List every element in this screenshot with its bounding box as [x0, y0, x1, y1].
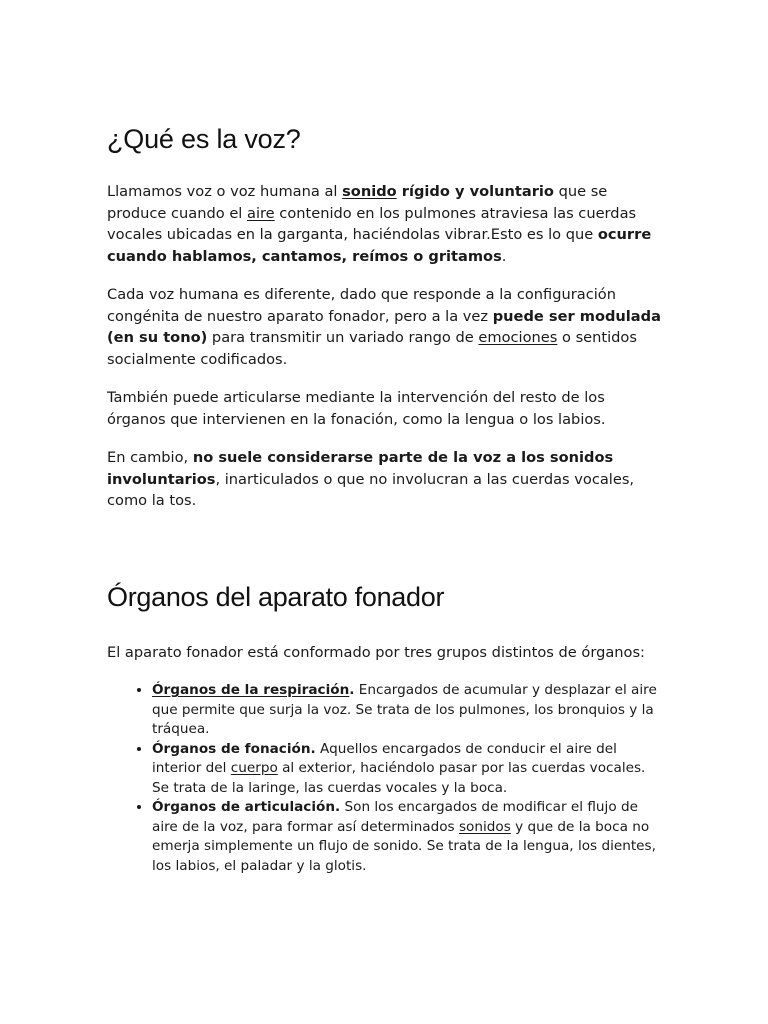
- text: y que de la boca no emerja simplemente un flujo de sonido. Se trata de la lengua, los dientes, los labios, el paladar y la glotis.: [152, 818, 656, 874]
- link-organos-respiracion[interactable]: Órganos de la respiración: [152, 682, 350, 698]
- bold-text: no suele considerarse parte de la voz a los sonidos involuntarios: [107, 449, 614, 488]
- text: o sentidos socialmente codificados.: [107, 329, 637, 368]
- link-aire[interactable]: aire: [247, 204, 275, 222]
- list-item-fonacion: [152, 740, 663, 799]
- link-sonido[interactable]: sonido: [342, 183, 397, 200]
- text: Encargados de acumular y desplazar el aire que permite que surja la voz. Se trata de los pulmones, los bronquios y la tráquea.: [152, 682, 657, 737]
- text: En cambio,: [107, 449, 193, 466]
- list-item-respiracion: [152, 681, 663, 740]
- paragraph-definition: [107, 181, 663, 267]
- text: Aquellos encargados de conducir el aire del interior del: [152, 740, 617, 776]
- link-cuerpo[interactable]: cuerpo: [230, 760, 278, 776]
- text: Son los encargados de modificar el flujo de aire de la voz, para formar así determinados: [152, 799, 638, 835]
- text: Llamamos voz o voz humana al: [107, 183, 343, 200]
- text: al exterior, haciéndolo pasar por las cuerdas vocales. Se trata de la laringe, las cuerdas vocales y la boca.: [152, 760, 646, 796]
- list-item-articulacion: [152, 798, 663, 876]
- paragraph-intro: El aparato fonador está conformado por tres grupos distintos de órganos:: [107, 644, 645, 661]
- paragraph-articulation: También puede articularse mediante la intervención del resto de los órganos que intervienen en la fonación, como la lengua o los labios.: [107, 389, 606, 428]
- bold-text: Órganos de fonación.: [152, 740, 316, 757]
- link-emociones[interactable]: emociones: [478, 329, 558, 346]
- text: Cada voz humana es diferente, dado que responde a la configuración congénita de nuestro aparato fonador, pero a la vez: [107, 286, 616, 325]
- text: que se produce cuando el: [107, 183, 608, 222]
- bold-text: rígido y voluntario: [396, 183, 554, 200]
- section-title-organos: Órganos del aparato fonador: [107, 582, 445, 612]
- text: , inarticulados o que no involucran a las cuerdas vocales, como la tos.: [107, 470, 635, 509]
- text: .: [501, 247, 507, 265]
- bold-text: ocurre cuando hablamos, cantamos, reímos o gritamos: [107, 226, 652, 265]
- bold-text: .: [349, 682, 355, 698]
- section-title-que-es-la-voz: ¿Qué es la voz?: [107, 124, 301, 154]
- organs-list: [107, 681, 663, 876]
- paragraph-involuntary: [107, 447, 663, 512]
- text: para transmitir un variado rango de: [207, 329, 479, 346]
- bold-text: puede ser modulada (en su tono): [107, 307, 661, 346]
- link-sonidos[interactable]: sonidos: [458, 818, 511, 835]
- bold-text: Órganos de articulación.: [152, 799, 341, 815]
- text: contenido en los pulmones atraviesa las cuerdas vocales ubicadas en la garganta, haciéndolas vibrar.Esto es lo que: [107, 204, 637, 243]
- paragraph-modulation: [107, 284, 663, 370]
